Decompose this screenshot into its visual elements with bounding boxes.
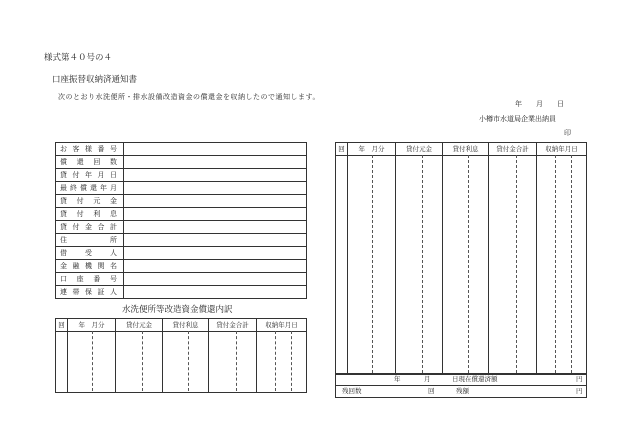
header-yearmonth: 年 月分 bbox=[68, 319, 116, 332]
customer-info-table bbox=[55, 142, 307, 299]
info-value[interactable] bbox=[124, 208, 307, 221]
header-received: 収納年月日 bbox=[537, 143, 587, 156]
dash-divider bbox=[571, 155, 572, 373]
info-label: 借受人 bbox=[56, 247, 124, 260]
info-row bbox=[56, 273, 307, 286]
table-body-row bbox=[56, 332, 307, 393]
header-total: 貸付金合計 bbox=[209, 319, 257, 332]
summary-footer bbox=[335, 373, 587, 398]
info-value[interactable] bbox=[124, 182, 307, 195]
footer-remaining-amount: 残額 bbox=[456, 387, 469, 395]
info-row bbox=[56, 234, 307, 247]
dash-divider bbox=[516, 155, 517, 373]
header-interest: 貸付利息 bbox=[443, 143, 489, 156]
info-label: 貸付元金 bbox=[56, 195, 124, 208]
header-received: 収納年月日 bbox=[257, 319, 307, 332]
table-header-row bbox=[336, 143, 587, 156]
info-label: 口座番号 bbox=[56, 273, 124, 286]
dash-divider bbox=[422, 155, 423, 373]
header-total: 貸付金合計 bbox=[489, 143, 537, 156]
header-interest: 貸付利息 bbox=[163, 319, 209, 332]
footer-row-remaining bbox=[336, 386, 587, 398]
info-value[interactable] bbox=[124, 273, 307, 286]
table-body-row bbox=[336, 156, 587, 375]
info-value[interactable] bbox=[124, 286, 307, 299]
info-row bbox=[56, 208, 307, 221]
info-row bbox=[56, 195, 307, 208]
dash-divider bbox=[188, 331, 189, 391]
info-label: 貸付金合計 bbox=[56, 221, 124, 234]
info-row bbox=[56, 182, 307, 195]
info-value[interactable] bbox=[124, 143, 307, 156]
dash-divider bbox=[275, 331, 276, 391]
footer-current-label: 日現在償還済額 bbox=[452, 375, 498, 383]
dash-divider bbox=[372, 155, 373, 373]
seal-mark: 印 bbox=[564, 129, 571, 137]
footer-year: 年 bbox=[394, 375, 401, 383]
issuer-name: 小樽市水道局企業出納員 bbox=[479, 115, 556, 123]
info-label: 貸付利息 bbox=[56, 208, 124, 221]
dash-divider bbox=[236, 331, 237, 391]
info-row bbox=[56, 156, 307, 169]
footer-kai: 回 bbox=[428, 387, 435, 395]
info-value[interactable] bbox=[124, 221, 307, 234]
info-value[interactable] bbox=[124, 169, 307, 182]
dash-divider bbox=[92, 331, 93, 391]
date-line: 年 月 日 bbox=[515, 100, 564, 108]
dash-divider bbox=[291, 331, 292, 391]
info-value[interactable] bbox=[124, 260, 307, 273]
footer-month: 月 bbox=[424, 375, 431, 383]
header-principal: 貸付元金 bbox=[396, 143, 443, 156]
info-label: 償還回数 bbox=[56, 156, 124, 169]
info-label: 連帯保証人 bbox=[56, 286, 124, 299]
info-label: 貸付年月日 bbox=[56, 169, 124, 182]
info-row bbox=[56, 247, 307, 260]
dash-divider bbox=[142, 331, 143, 391]
info-label: 金融機関名 bbox=[56, 260, 124, 273]
info-row bbox=[56, 169, 307, 182]
dash-divider bbox=[468, 155, 469, 373]
info-label: 住所 bbox=[56, 234, 124, 247]
footer-remaining-count: 残回数 bbox=[342, 387, 362, 395]
info-label: 最終償還年月 bbox=[56, 182, 124, 195]
info-value[interactable] bbox=[124, 247, 307, 260]
info-value[interactable] bbox=[124, 234, 307, 247]
header-yearmonth: 年 月分 bbox=[348, 143, 396, 156]
info-value[interactable] bbox=[124, 195, 307, 208]
footer-yen-2: 円 bbox=[576, 387, 583, 395]
doc-title: 口座振替収納済通知書 bbox=[52, 75, 138, 85]
info-row bbox=[56, 286, 307, 299]
header-kai: 回 bbox=[336, 143, 348, 156]
intro-text: 次のとおり水洗便所・排水設備改造資金の償還金を収納したので通知します。 bbox=[58, 93, 320, 101]
table-header-row bbox=[56, 319, 307, 332]
header-kai: 回 bbox=[56, 319, 68, 332]
info-row bbox=[56, 143, 307, 156]
info-label: お客様番号 bbox=[56, 143, 124, 156]
breakdown-title: 水洗便所等改造資金償還内訳 bbox=[122, 305, 233, 315]
info-value[interactable] bbox=[124, 156, 307, 169]
footer-row-paid bbox=[336, 374, 587, 386]
form-number: 様式第４０号の４ bbox=[44, 53, 113, 63]
header-principal: 貸付元金 bbox=[116, 319, 163, 332]
info-row bbox=[56, 260, 307, 273]
footer-yen-1: 円 bbox=[576, 375, 583, 383]
info-row bbox=[56, 221, 307, 234]
dash-divider bbox=[555, 155, 556, 373]
